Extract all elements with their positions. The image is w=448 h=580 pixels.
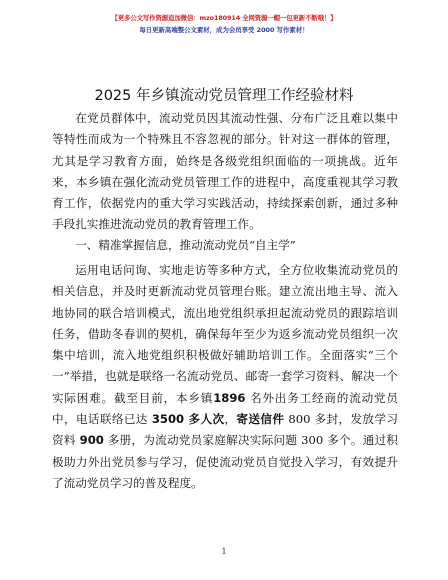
- promo-line-1: 【更多公文写作资源追加微信：mzo180914 全网资源一帽一包更新不断哦！】: [111, 14, 337, 22]
- section-heading-1: 一、精准掌握信息，推动流动党员“自主学”: [75, 238, 296, 252]
- number-run: 寄送信件: [236, 412, 285, 427]
- number-run: 3500 多人次: [151, 412, 225, 427]
- paragraph-intro-text: 在党员群体中，流动党员因其流动性强、分布广泛且难以集中等特性而成为一个特殊且不容忽视的部分。针对这一群体的管理，尤其是学习教育方面，始终是各级党组织面临的一项挑战。近年来，本乡镇在强化流动党员管理工作的进程中，高度重视其学习教育工作，依据党内的重大学习实践活动，持续探索创新，通过多种手段扎实推进流动党员的教育管理工作。: [52, 111, 398, 232]
- paragraph-intro: [52, 108, 398, 236]
- promo-line-2: 每日更新高端整公文素材，成为会员享受 2000 写作素材！: [139, 26, 309, 34]
- paragraph-section-1: [52, 260, 398, 494]
- number-run: 1896: [213, 390, 246, 405]
- page-number: 1: [221, 547, 227, 556]
- paragraph-section-1-text: [52, 260, 398, 494]
- document-title: 2025 年乡镇流动党员管理工作经验材料: [94, 88, 354, 104]
- text-run: 名外出务工经商的流动党员中，电话联络已达: [52, 390, 398, 427]
- text-run: 运用电话问询、实地走访等多种方式，全方位收集流动党员的相关信息，并及时更新流动党员管理台账。建立流出地主导、流入地协同的联合培训模式，流出地党组织承担起流动党员的跟踪培训任务，借助冬春训的契机，确保每年至少为返乡流动党员组织一次集中培训，流入地党组织积极做好辅助培训工作。全面落实“三个一”举措，也就是联络一名流动党员、邮寄一套学习资料、解决一个实际困难。截至目前，本乡镇: [52, 263, 398, 405]
- promo-banner: [0, 13, 448, 34]
- text-run: ，: [224, 412, 237, 427]
- text-run: 800 多封，发放学习资料: [52, 412, 398, 448]
- number-run: 900: [79, 433, 104, 448]
- text-run: 多册，为流动党员家庭解决实际问题 300 多个。通过积极助力外出党员参与学习，促使流动党员自觉投入学习，有效提升了流动党员学习的普及程度。: [52, 433, 399, 490]
